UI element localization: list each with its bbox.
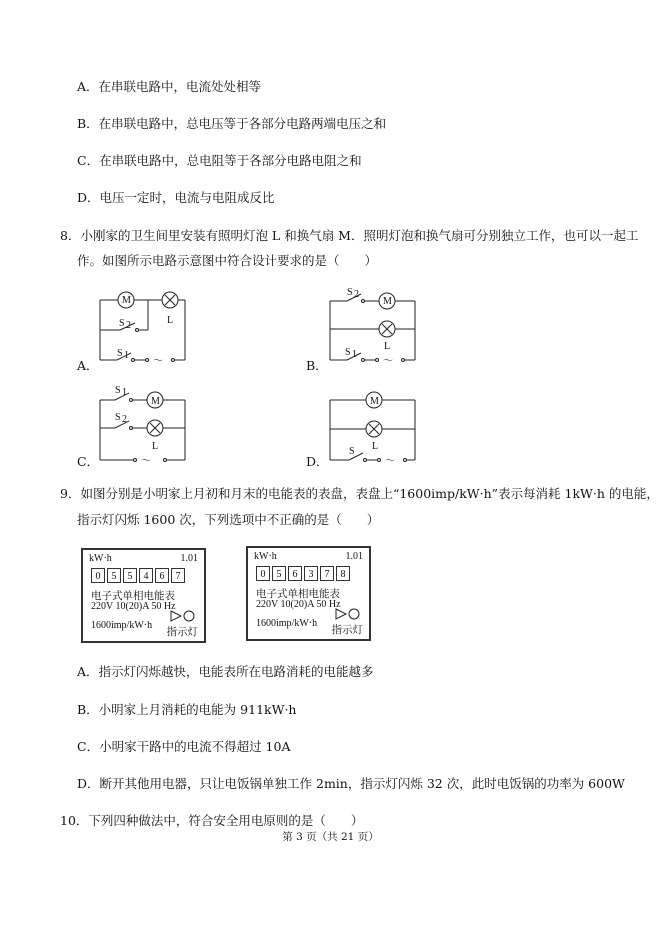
- indicator-light-icon: [335, 608, 361, 620]
- switch-label: S: [117, 348, 123, 359]
- svg-text:1: 1: [122, 387, 127, 398]
- q9-stem-line1: 9．如图分别是小明家上月初和月末的电能表的表盘，表盘上“1600imp/kW·h”表示每消耗 1kW·h 的电能，: [60, 486, 659, 501]
- meter-spec: 220V 10(20)A 50 Hz: [91, 601, 176, 612]
- meter-digit: 0: [256, 566, 270, 581]
- motor-label: M: [151, 396, 160, 407]
- meter-unit: kW·h: [89, 553, 112, 564]
- ac-source-icon: ～: [153, 356, 163, 367]
- q7-option-c: C．在串联电路中，总电阻等于各部分电路电阻之和: [77, 153, 362, 168]
- motor-label: M: [122, 295, 131, 306]
- indicator-label: 指示灯: [166, 627, 198, 638]
- meter-digit: 5: [123, 568, 137, 583]
- switch-label: S: [115, 412, 121, 423]
- lamp-label: L: [372, 441, 379, 452]
- meter-digit: 4: [139, 568, 153, 583]
- svg-text:2: 2: [122, 414, 127, 425]
- lamp-label: L: [152, 441, 159, 452]
- meter-digit: 5: [272, 566, 286, 581]
- meter-digit: 5: [107, 568, 121, 583]
- q8-option-a-label: A．: [77, 358, 99, 373]
- q7-option-d: D．电压一定时，电流与电阻成反比: [77, 190, 275, 205]
- q9-option-a: A．指示灯闪烁越快，电能表所在电路消耗的电能越多: [77, 664, 374, 679]
- circuit-c: [95, 380, 195, 470]
- q7-option-a: A．在串联电路中，电流处处相等: [77, 79, 262, 94]
- meter-unit: kW·h: [254, 551, 277, 562]
- svg-text:2: 2: [126, 320, 131, 331]
- q8-option-c-label: C．: [77, 454, 100, 469]
- meter-const: 1.01: [180, 553, 198, 564]
- meter-digits: [256, 566, 352, 581]
- q10-stem-line1: 10．下列四种做法中，符合安全用电原则的是（ ）: [60, 813, 364, 828]
- lamp-label: L: [384, 341, 391, 352]
- motor-label: M: [383, 296, 392, 307]
- meter-digit: 8: [336, 566, 350, 581]
- q7-option-b: B．在串联电路中，总电压等于各部分电路两端电压之和: [77, 116, 387, 131]
- switch-label: S: [347, 287, 353, 298]
- lamp-label: L: [167, 315, 174, 326]
- meter-name: 电子式单相电能表: [91, 591, 175, 602]
- meter-digit: 0: [91, 568, 105, 583]
- q9-option-b: B．小明家上月消耗的电能为 911kW·h: [77, 702, 297, 717]
- meter-digit: 7: [171, 568, 185, 583]
- ac-source-icon: ～: [385, 456, 395, 467]
- page-footer: 第 3 页（共 21 页）: [282, 831, 379, 843]
- svg-text:1: 1: [124, 350, 129, 361]
- indicator-label: 指示灯: [331, 625, 363, 636]
- indicator-light-icon: [170, 610, 196, 622]
- q8-stem-line1: 8．小刚家的卫生间里安装有照明灯泡 L 和换气扇 M．照明灯泡和换气扇可分别独立工作，也可以一起工: [60, 228, 639, 243]
- q9-option-d: D．断开其他用电器，只让电饭锅单独工作 2min，指示灯闪烁 32 次，此时电饭锅的功率为 600W: [77, 776, 625, 791]
- q8-option-d-label: D．: [306, 454, 329, 469]
- meter-const: 1.01: [345, 551, 363, 562]
- energy-meter-end: [246, 546, 371, 641]
- meter-digit: 6: [288, 566, 302, 581]
- q8-option-b-label: B．: [306, 358, 328, 373]
- energy-meter-start: [81, 548, 206, 643]
- meter-spec: 220V 10(20)A 50 Hz: [256, 599, 341, 610]
- meter-digit: 7: [320, 566, 334, 581]
- svg-text:2: 2: [354, 289, 359, 300]
- switch-label: S: [345, 347, 351, 358]
- switch-label: S: [115, 385, 121, 396]
- switch-label: S: [119, 318, 125, 329]
- circuit-a: [95, 290, 195, 370]
- q9-stem-line2: 指示灯闪烁 1600 次，下列选项中不正确的是（ ）: [77, 512, 380, 527]
- meter-imp: 1600imp/kW·h: [91, 620, 153, 631]
- meter-digits: [91, 568, 187, 583]
- ac-source-icon: ～: [141, 456, 151, 467]
- meter-digit: 6: [155, 568, 169, 583]
- meter-digit: 3: [304, 566, 318, 581]
- circuit-b: [325, 285, 425, 370]
- svg-text:1: 1: [352, 349, 357, 360]
- meter-imp: 1600imp/kW·h: [256, 618, 318, 629]
- ac-source-icon: ～: [383, 356, 393, 367]
- circuit-d: [325, 385, 425, 470]
- q8-stem-line2: 作。如图所示电路示意图中符合设计要求的是（ ）: [77, 253, 378, 268]
- meter-name: 电子式单相电能表: [256, 589, 340, 600]
- switch-label: S: [349, 446, 355, 457]
- motor-label: M: [370, 396, 379, 407]
- q9-option-c: C．小明家干路中的电流不得超过 10A: [77, 739, 291, 754]
